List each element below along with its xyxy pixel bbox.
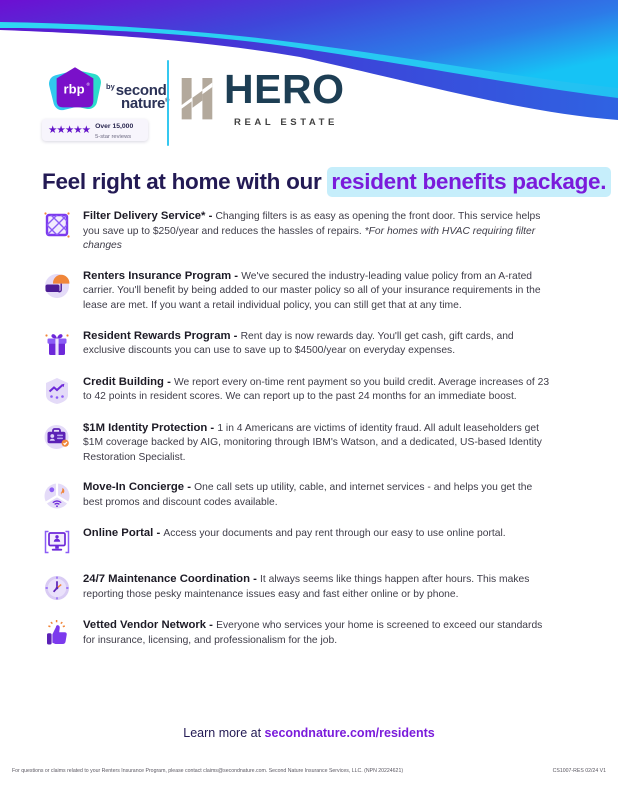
- clock-icon: [42, 573, 72, 603]
- online-portal-monitor-icon: [42, 527, 72, 557]
- benefit-description: Rent day is now rewards day. You'll get cash, gift cards, and exclusive discounts you can use to save up to $4500/year on everyday expenses.: [83, 330, 514, 357]
- brand-word-second: second: [115, 82, 167, 99]
- benefit-item: [42, 572, 554, 603]
- benefit-item: [42, 618, 554, 649]
- reviews-count: Over 15,000: [95, 122, 134, 130]
- air-filter-icon: [42, 210, 72, 240]
- reviews-badge: [42, 119, 148, 141]
- reviews-label: 5-star reviews: [95, 134, 132, 140]
- benefit-description: Changing filters is as easy as opening the front door. This service helps you save up to $250/year and reduces the hassles of repairs.: [83, 211, 541, 237]
- benefit-title: 24/7 Maintenance Coordination -: [83, 573, 261, 586]
- benefit-title: Resident Rewards Program -: [83, 329, 241, 342]
- benefit-title: Online Portal -: [83, 527, 164, 540]
- benefit-title: Vetted Vendor Network -: [83, 619, 217, 632]
- rbp-logo-text: rbp: [63, 81, 85, 97]
- fine-print: [12, 768, 606, 774]
- benefit-title: Filter Delivery Service* -: [83, 210, 216, 222]
- benefit-description: Everyone who services your home is screened to exceed our standards for insurance, licensing, and professionalism for the job.: [83, 620, 543, 646]
- byline-by: by: [106, 82, 115, 91]
- identity-badge-icon: [42, 422, 72, 452]
- rbp-logo: [46, 64, 104, 116]
- benefit-title: $1M Identity Protection -: [83, 421, 218, 434]
- headline-highlight: resident benefits package.: [327, 167, 611, 197]
- benefit-item: [42, 375, 554, 406]
- page-title: [42, 169, 607, 195]
- benefit-description: Access your documents and pay rent through our easy to use online portal.: [163, 528, 506, 540]
- five-stars-icon: ★★★★★: [48, 124, 91, 136]
- benefit-title: Renters Insurance Program -: [83, 269, 242, 282]
- learn-more-prefix: Learn more at: [183, 726, 265, 740]
- benefit-item: [42, 269, 554, 314]
- umbrella-insurance-icon: [42, 270, 72, 300]
- benefit-item: [42, 329, 554, 360]
- thumbs-up-icon: [42, 619, 72, 649]
- benefit-item: [42, 526, 554, 557]
- hero-h-icon: [179, 72, 215, 120]
- document-code: CS1007-RES 02/24 V1: [552, 768, 606, 774]
- benefit-item: [42, 480, 554, 511]
- benefit-title: Credit Building -: [83, 375, 174, 388]
- headline-prefix: Feel right at home with our: [42, 169, 328, 194]
- benefit-note: *For homes with HVAC requiring filter changes: [83, 225, 536, 252]
- rewards-gift-icon: [42, 330, 72, 360]
- concierge-utilities-icon: [42, 481, 72, 511]
- benefit-description: 1 in 4 Americans are victims of identity fraud. All adult leaseholders get $1M coverage backed by AIG, monitoring through IBM's Watson, and a dedicated, US-based Identity Restoration Specialist.: [83, 422, 542, 463]
- benefit-description: It always seems like things happen after hours. This makes reporting those pesky maintenance issues easy and fast either online or by phone.: [83, 574, 530, 600]
- benefit-item: [42, 209, 554, 254]
- second-nature-wordmark: [106, 80, 169, 110]
- rbp-reg-mark: ®: [86, 82, 90, 88]
- residents-url-link[interactable]: secondnature.com/residents: [264, 726, 435, 740]
- hero-subtitle: REAL ESTATE: [234, 117, 338, 128]
- credit-chart-icon: [42, 376, 72, 406]
- benefit-description: We report every on-time rent payment so you build credit. Average increases of 23 to 42 points in resident scores. We can report up to the past 24 months for an immediate boost.: [83, 376, 550, 403]
- learn-more-line: [0, 726, 618, 740]
- logo-divider: [167, 60, 169, 146]
- brand-word-nature: nature: [121, 95, 166, 112]
- benefit-title: Move-In Concierge -: [83, 481, 195, 494]
- legal-text: For questions or claims related to your Renters Insurance Program, please contact claims@secondnature.com. Second Nature Insurance Services, LLC. (NPN 20224621): [12, 768, 404, 774]
- benefit-description: One call sets up utility, cable, and internet services - and helps you get the best promos and discount codes available.: [83, 482, 533, 508]
- benefit-item: [42, 421, 554, 466]
- benefit-description: We've secured the industry-leading value policy from an A-rated carrier. You'll benefit by being added to our master policy so all of your insurance requirements in the lease are met. If you want a retail individual policy, you can still get that at any time.: [83, 270, 541, 311]
- hero-wordmark: HERO: [224, 66, 345, 112]
- benefits-list: [42, 209, 554, 664]
